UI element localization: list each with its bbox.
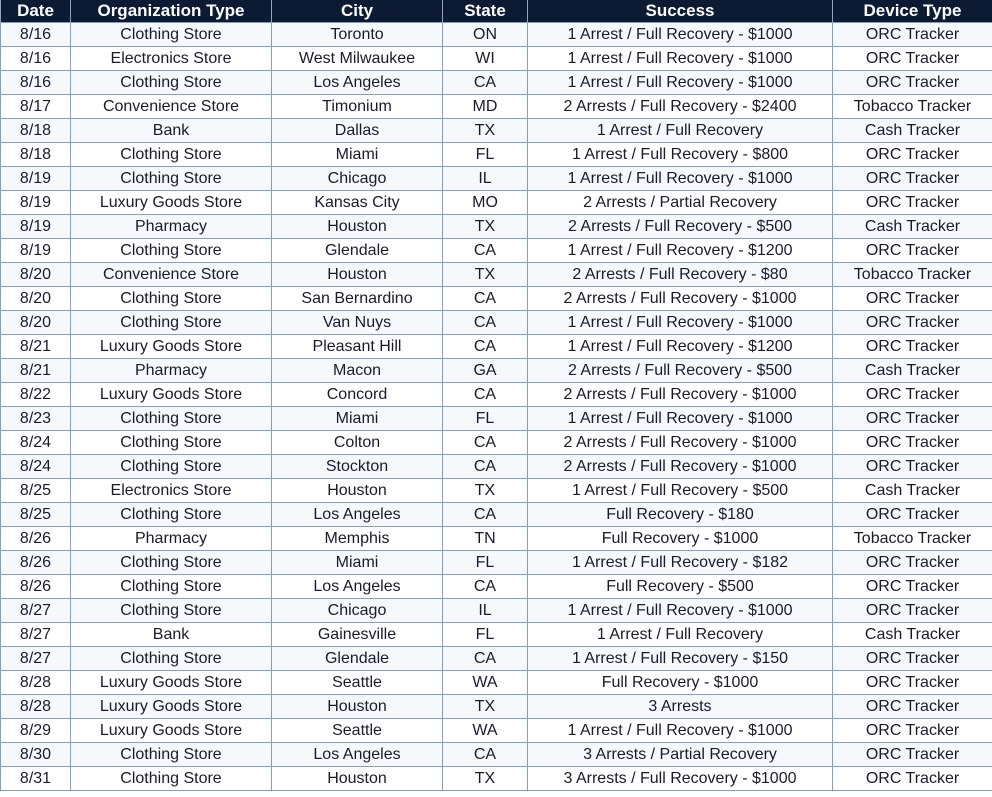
- device-type-cell: ORC Tracker: [833, 503, 992, 527]
- table-row: [1, 23, 992, 47]
- state-cell: TX: [443, 695, 528, 719]
- state-cell: CA: [443, 575, 528, 599]
- table-row: [1, 191, 992, 215]
- state-cell: FL: [443, 551, 528, 575]
- state-cell: CA: [443, 383, 528, 407]
- state-cell: CA: [443, 455, 528, 479]
- table-row: [1, 407, 992, 431]
- date-cell: 8/27: [1, 599, 71, 623]
- city-cell: Seattle: [272, 671, 443, 695]
- table-row: [1, 719, 992, 743]
- table-row: [1, 503, 992, 527]
- city-cell: Pleasant Hill: [272, 335, 443, 359]
- state-cell: IL: [443, 167, 528, 191]
- date-cell: 8/18: [1, 119, 71, 143]
- state-cell: WI: [443, 47, 528, 71]
- organization-type-cell: Luxury Goods Store: [71, 335, 272, 359]
- organization-type-cell: Clothing Store: [71, 575, 272, 599]
- organization-type-cell: Clothing Store: [71, 143, 272, 167]
- organization-type-cell: Clothing Store: [71, 311, 272, 335]
- organization-type-cell: Clothing Store: [71, 431, 272, 455]
- success-cell: 3 Arrests / Partial Recovery: [528, 743, 833, 767]
- state-cell: TN: [443, 527, 528, 551]
- success-cell: 1 Arrest / Full Recovery - $1000: [528, 311, 833, 335]
- table-row: [1, 47, 992, 71]
- device-type-cell: Cash Tracker: [833, 215, 992, 239]
- table-row: [1, 311, 992, 335]
- success-cell: 3 Arrests / Full Recovery - $1000: [528, 767, 833, 791]
- device-type-cell: ORC Tracker: [833, 575, 992, 599]
- organization-type-cell: Bank: [71, 623, 272, 647]
- city-cell: Houston: [272, 767, 443, 791]
- organization-type-cell: Luxury Goods Store: [71, 671, 272, 695]
- state-cell: TX: [443, 215, 528, 239]
- success-cell: 2 Arrests / Full Recovery - $80: [528, 263, 833, 287]
- success-cell: 1 Arrest / Full Recovery - $1000: [528, 599, 833, 623]
- success-cell: 2 Arrests / Full Recovery - $1000: [528, 431, 833, 455]
- success-cell: 1 Arrest / Full Recovery - $182: [528, 551, 833, 575]
- header-device-type: Device Type: [833, 0, 992, 23]
- organization-type-cell: Electronics Store: [71, 47, 272, 71]
- success-cell: Full Recovery - $180: [528, 503, 833, 527]
- device-type-cell: ORC Tracker: [833, 383, 992, 407]
- city-cell: Stockton: [272, 455, 443, 479]
- table-header: [1, 0, 992, 23]
- header-date: Date: [1, 0, 71, 23]
- state-cell: WA: [443, 719, 528, 743]
- city-cell: Dallas: [272, 119, 443, 143]
- device-type-cell: ORC Tracker: [833, 23, 992, 47]
- city-cell: Houston: [272, 479, 443, 503]
- table-body: [1, 23, 992, 791]
- table-row: [1, 383, 992, 407]
- date-cell: 8/20: [1, 263, 71, 287]
- success-cell: 1 Arrest / Full Recovery - $800: [528, 143, 833, 167]
- city-cell: Memphis: [272, 527, 443, 551]
- table-row: [1, 455, 992, 479]
- state-cell: FL: [443, 623, 528, 647]
- success-cell: 1 Arrest / Full Recovery - $500: [528, 479, 833, 503]
- state-cell: CA: [443, 287, 528, 311]
- city-cell: Glendale: [272, 647, 443, 671]
- city-cell: San Bernardino: [272, 287, 443, 311]
- success-cell: Full Recovery - $500: [528, 575, 833, 599]
- organization-type-cell: Clothing Store: [71, 767, 272, 791]
- date-cell: 8/20: [1, 287, 71, 311]
- table-row: [1, 743, 992, 767]
- city-cell: Los Angeles: [272, 71, 443, 95]
- device-type-cell: ORC Tracker: [833, 167, 992, 191]
- header-city: City: [272, 0, 443, 23]
- organization-type-cell: Clothing Store: [71, 647, 272, 671]
- city-cell: Houston: [272, 695, 443, 719]
- device-type-cell: ORC Tracker: [833, 431, 992, 455]
- city-cell: Macon: [272, 359, 443, 383]
- success-cell: 1 Arrest / Full Recovery - $1200: [528, 335, 833, 359]
- table-row: [1, 167, 992, 191]
- date-cell: 8/22: [1, 383, 71, 407]
- device-type-cell: ORC Tracker: [833, 455, 992, 479]
- date-cell: 8/16: [1, 47, 71, 71]
- date-cell: 8/23: [1, 407, 71, 431]
- organization-type-cell: Clothing Store: [71, 239, 272, 263]
- date-cell: 8/27: [1, 623, 71, 647]
- date-cell: 8/19: [1, 215, 71, 239]
- city-cell: Miami: [272, 551, 443, 575]
- state-cell: CA: [443, 311, 528, 335]
- organization-type-cell: Luxury Goods Store: [71, 695, 272, 719]
- date-cell: 8/17: [1, 95, 71, 119]
- organization-type-cell: Clothing Store: [71, 407, 272, 431]
- organization-type-cell: Luxury Goods Store: [71, 191, 272, 215]
- state-cell: TX: [443, 263, 528, 287]
- city-cell: Miami: [272, 407, 443, 431]
- device-type-cell: ORC Tracker: [833, 671, 992, 695]
- success-cell: 1 Arrest / Full Recovery - $1000: [528, 23, 833, 47]
- header-organization-type: Organization Type: [71, 0, 272, 23]
- organization-type-cell: Electronics Store: [71, 479, 272, 503]
- device-type-cell: Cash Tracker: [833, 119, 992, 143]
- success-cell: Full Recovery - $1000: [528, 527, 833, 551]
- city-cell: Houston: [272, 215, 443, 239]
- organization-type-cell: Luxury Goods Store: [71, 383, 272, 407]
- success-cell: 1 Arrest / Full Recovery - $150: [528, 647, 833, 671]
- device-type-cell: ORC Tracker: [833, 551, 992, 575]
- success-cell: 1 Arrest / Full Recovery - $1000: [528, 407, 833, 431]
- state-cell: CA: [443, 743, 528, 767]
- device-type-cell: ORC Tracker: [833, 767, 992, 791]
- city-cell: Los Angeles: [272, 743, 443, 767]
- date-cell: 8/29: [1, 719, 71, 743]
- date-cell: 8/27: [1, 647, 71, 671]
- city-cell: Chicago: [272, 167, 443, 191]
- city-cell: Timonium: [272, 95, 443, 119]
- city-cell: Miami: [272, 143, 443, 167]
- table-row: [1, 575, 992, 599]
- city-cell: Toronto: [272, 23, 443, 47]
- device-type-cell: ORC Tracker: [833, 695, 992, 719]
- date-cell: 8/25: [1, 503, 71, 527]
- device-type-cell: ORC Tracker: [833, 143, 992, 167]
- date-cell: 8/19: [1, 167, 71, 191]
- device-type-cell: ORC Tracker: [833, 599, 992, 623]
- date-cell: 8/18: [1, 143, 71, 167]
- city-cell: Chicago: [272, 599, 443, 623]
- state-cell: CA: [443, 71, 528, 95]
- organization-type-cell: Bank: [71, 119, 272, 143]
- table-row: [1, 287, 992, 311]
- organization-type-cell: Pharmacy: [71, 359, 272, 383]
- success-cell: 3 Arrests: [528, 695, 833, 719]
- city-cell: Houston: [272, 263, 443, 287]
- success-cell: 2 Arrests / Full Recovery - $500: [528, 359, 833, 383]
- success-cell: 1 Arrest / Full Recovery: [528, 119, 833, 143]
- state-cell: TX: [443, 119, 528, 143]
- state-cell: ON: [443, 23, 528, 47]
- organization-type-cell: Clothing Store: [71, 503, 272, 527]
- date-cell: 8/31: [1, 767, 71, 791]
- table-row: [1, 71, 992, 95]
- table-row: [1, 239, 992, 263]
- device-type-cell: Cash Tracker: [833, 479, 992, 503]
- state-cell: FL: [443, 407, 528, 431]
- success-cell: 2 Arrests / Full Recovery - $2400: [528, 95, 833, 119]
- organization-type-cell: Clothing Store: [71, 23, 272, 47]
- date-cell: 8/28: [1, 695, 71, 719]
- device-type-cell: ORC Tracker: [833, 71, 992, 95]
- organization-type-cell: Convenience Store: [71, 95, 272, 119]
- state-cell: IL: [443, 599, 528, 623]
- device-type-cell: ORC Tracker: [833, 407, 992, 431]
- date-cell: 8/19: [1, 239, 71, 263]
- city-cell: Colton: [272, 431, 443, 455]
- date-cell: 8/25: [1, 479, 71, 503]
- success-cell: 1 Arrest / Full Recovery - $1000: [528, 47, 833, 71]
- state-cell: TX: [443, 767, 528, 791]
- success-cell: 1 Arrest / Full Recovery - $1000: [528, 719, 833, 743]
- date-cell: 8/16: [1, 23, 71, 47]
- organization-type-cell: Clothing Store: [71, 551, 272, 575]
- date-cell: 8/21: [1, 359, 71, 383]
- state-cell: CA: [443, 431, 528, 455]
- device-type-cell: ORC Tracker: [833, 743, 992, 767]
- state-cell: MO: [443, 191, 528, 215]
- city-cell: Glendale: [272, 239, 443, 263]
- state-cell: TX: [443, 479, 528, 503]
- city-cell: Van Nuys: [272, 311, 443, 335]
- date-cell: 8/20: [1, 311, 71, 335]
- organization-type-cell: Clothing Store: [71, 599, 272, 623]
- city-cell: West Milwaukee: [272, 47, 443, 71]
- table-row: [1, 215, 992, 239]
- state-cell: CA: [443, 647, 528, 671]
- date-cell: 8/26: [1, 575, 71, 599]
- table-row: [1, 95, 992, 119]
- organization-type-cell: Convenience Store: [71, 263, 272, 287]
- success-cell: 1 Arrest / Full Recovery - $1200: [528, 239, 833, 263]
- table-row: [1, 695, 992, 719]
- organization-type-cell: Luxury Goods Store: [71, 719, 272, 743]
- table-row: [1, 431, 992, 455]
- device-type-cell: ORC Tracker: [833, 47, 992, 71]
- success-cell: 2 Arrests / Partial Recovery: [528, 191, 833, 215]
- device-type-cell: Tobacco Tracker: [833, 263, 992, 287]
- device-type-cell: Tobacco Tracker: [833, 95, 992, 119]
- state-cell: WA: [443, 671, 528, 695]
- table-row: [1, 263, 992, 287]
- organization-type-cell: Clothing Store: [71, 71, 272, 95]
- city-cell: Kansas City: [272, 191, 443, 215]
- success-cell: 2 Arrests / Full Recovery - $500: [528, 215, 833, 239]
- table-row: [1, 647, 992, 671]
- city-cell: Gainesville: [272, 623, 443, 647]
- device-type-cell: ORC Tracker: [833, 287, 992, 311]
- table-row: [1, 143, 992, 167]
- date-cell: 8/28: [1, 671, 71, 695]
- table-row: [1, 479, 992, 503]
- header-success: Success: [528, 0, 833, 23]
- city-cell: Los Angeles: [272, 503, 443, 527]
- organization-type-cell: Pharmacy: [71, 527, 272, 551]
- device-type-cell: Tobacco Tracker: [833, 527, 992, 551]
- success-cell: 2 Arrests / Full Recovery - $1000: [528, 287, 833, 311]
- success-cell: 2 Arrests / Full Recovery - $1000: [528, 383, 833, 407]
- date-cell: 8/26: [1, 527, 71, 551]
- date-cell: 8/21: [1, 335, 71, 359]
- success-cell: 1 Arrest / Full Recovery: [528, 623, 833, 647]
- device-type-cell: ORC Tracker: [833, 647, 992, 671]
- table-row: [1, 527, 992, 551]
- success-cell: Full Recovery - $1000: [528, 671, 833, 695]
- device-type-cell: ORC Tracker: [833, 719, 992, 743]
- success-cell: 1 Arrest / Full Recovery - $1000: [528, 71, 833, 95]
- date-cell: 8/24: [1, 431, 71, 455]
- table-row: [1, 767, 992, 791]
- header-state: State: [443, 0, 528, 23]
- date-cell: 8/16: [1, 71, 71, 95]
- table-row: [1, 551, 992, 575]
- table-row: [1, 671, 992, 695]
- device-type-cell: ORC Tracker: [833, 335, 992, 359]
- state-cell: FL: [443, 143, 528, 167]
- table-row: [1, 119, 992, 143]
- table-row: [1, 599, 992, 623]
- organization-type-cell: Clothing Store: [71, 167, 272, 191]
- success-cell: 1 Arrest / Full Recovery - $1000: [528, 167, 833, 191]
- date-cell: 8/24: [1, 455, 71, 479]
- device-type-cell: ORC Tracker: [833, 311, 992, 335]
- state-cell: CA: [443, 239, 528, 263]
- success-cell: 2 Arrests / Full Recovery - $1000: [528, 455, 833, 479]
- table-row: [1, 359, 992, 383]
- organization-type-cell: Clothing Store: [71, 743, 272, 767]
- organization-type-cell: Clothing Store: [71, 287, 272, 311]
- state-cell: MD: [443, 95, 528, 119]
- city-cell: Concord: [272, 383, 443, 407]
- header-row: [1, 0, 992, 23]
- city-cell: Los Angeles: [272, 575, 443, 599]
- state-cell: GA: [443, 359, 528, 383]
- device-type-cell: Cash Tracker: [833, 359, 992, 383]
- date-cell: 8/26: [1, 551, 71, 575]
- organization-type-cell: Clothing Store: [71, 455, 272, 479]
- device-type-cell: ORC Tracker: [833, 239, 992, 263]
- state-cell: CA: [443, 503, 528, 527]
- device-type-cell: ORC Tracker: [833, 191, 992, 215]
- state-cell: CA: [443, 335, 528, 359]
- device-type-cell: Cash Tracker: [833, 623, 992, 647]
- table-row: [1, 623, 992, 647]
- date-cell: 8/19: [1, 191, 71, 215]
- organization-type-cell: Pharmacy: [71, 215, 272, 239]
- city-cell: Seattle: [272, 719, 443, 743]
- table-row: [1, 335, 992, 359]
- date-cell: 8/30: [1, 743, 71, 767]
